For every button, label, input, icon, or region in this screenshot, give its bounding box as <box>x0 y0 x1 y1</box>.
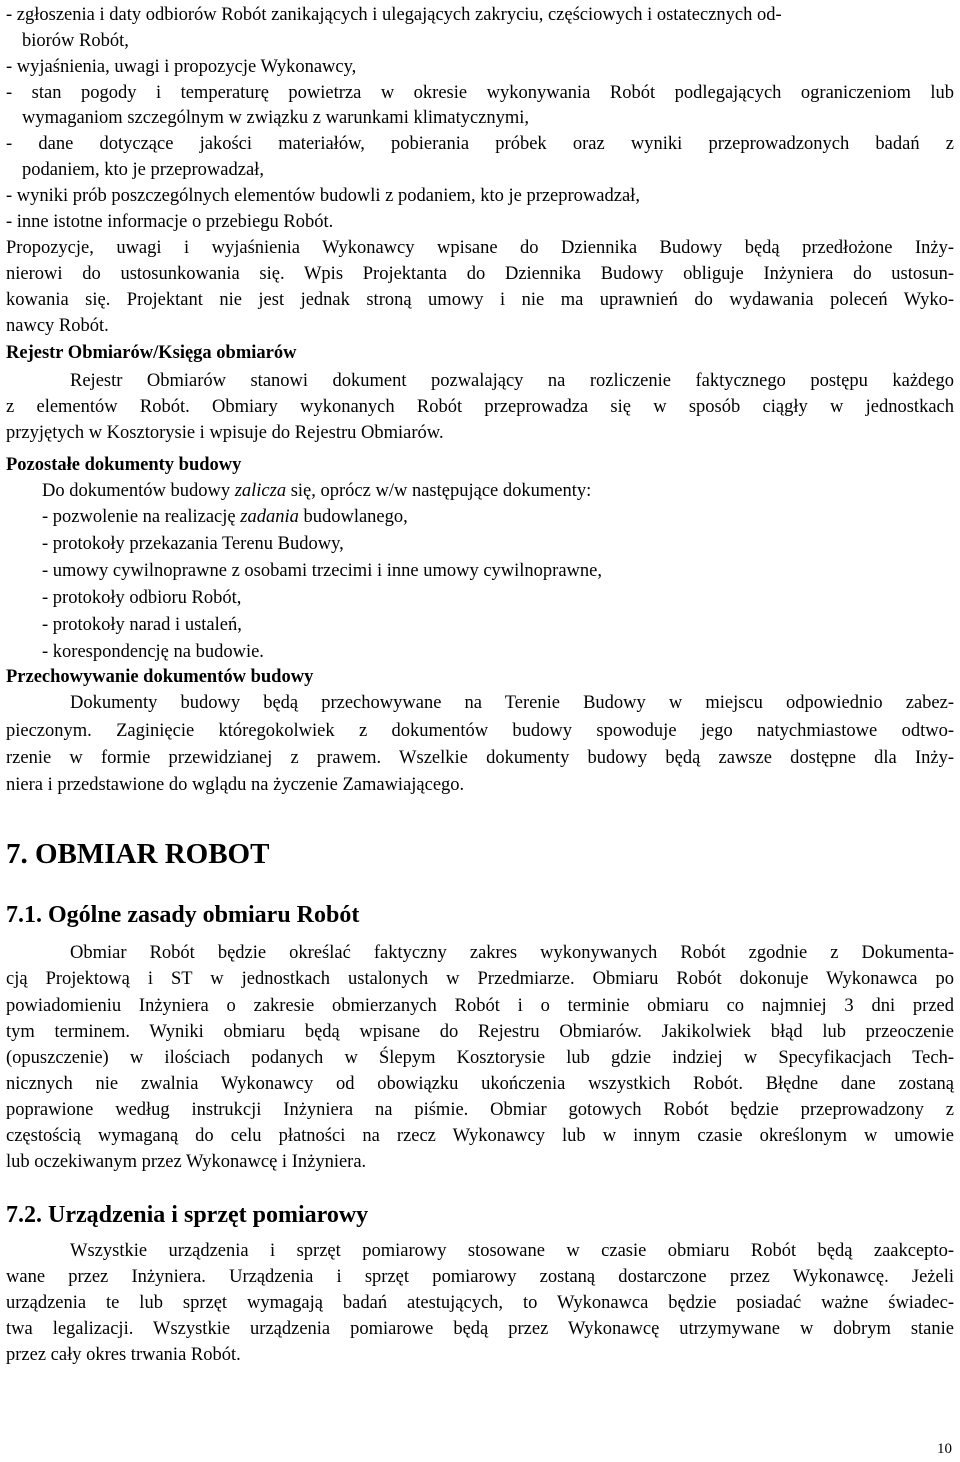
paragraph-line: Rejestr Obmiarów stanowi dokument pozwalający na rozliczenie faktycznego postępu każdego <box>70 371 954 391</box>
list-item: - protokoły narad i ustaleń, <box>42 615 242 635</box>
list-item: - zgłoszenia i daty odbiorów Robót zanikających i ulegających zakryciu, częściowych i ostatecznych od- <box>6 5 782 25</box>
paragraph-line: niera i przedstawione do wglądu na życzenie Zamawiającego. <box>6 775 465 795</box>
paragraph-line <box>42 478 591 504</box>
paragraph-line: rzenie w formie przewidzianej z prawem. Wszelkie dokumenty budowy będą zawsze dostępne dla Inży- <box>6 748 954 768</box>
section-heading: Przechowywanie dokumentów budowy <box>6 667 314 687</box>
subsection-heading: 7.2. Urządzenia i sprzęt pomiarowy <box>6 1202 369 1228</box>
paragraph-line: Propozycje, uwagi i wyjaśnienia Wykonawcy wpisane do Dziennika Budowy będą przedłożone Inży- <box>6 238 954 258</box>
list-item-continuation: podaniem, kto je przeprowadzał, <box>22 160 264 180</box>
paragraph-line: pieczonym. Zaginięcie któregokolwiek z dokumentów budowy spowoduje jego natychmiastowe odtwo- <box>6 721 954 741</box>
paragraph-line: Dokumenty budowy będą przechowywane na Terenie Budowy w miejscu odpowiednio zabez- <box>70 693 954 713</box>
paragraph-line: poprawione według instrukcji Inżyniera na piśmie. Obmiar gotowych Robót będzie przeprowadzony z <box>6 1100 954 1120</box>
list-item: - dane dotyczące jakości materiałów, pobierania próbek oraz wyniki przeprowadzonych badań z <box>6 134 954 154</box>
list-item: - wyniki prób poszczególnych elementów budowli z podaniem, kto je przeprowadzał, <box>6 186 640 206</box>
paragraph-line: Obmiar Robót będzie określać faktyczny zakres wykonywanych Robót zgodnie z Dokumenta- <box>70 943 954 963</box>
list-item: - protokoły odbioru Robót, <box>42 588 242 608</box>
paragraph-line: nicznych nie zwalnia Wykonawcy od obowiązku ukończenia wszystkich Robót. Błędne dane zostaną <box>6 1074 954 1094</box>
section-heading: Rejestr Obmiarów/Księga obmiarów <box>6 343 297 363</box>
text-span: - pozwolenie na realizację <box>42 507 241 527</box>
paragraph-line: (opuszczenie) w ilościach podanych w Ślepym Kosztorysie lub gdzie indziej w Specyfikacjach Tech- <box>6 1048 954 1068</box>
paragraph-line: cją Projektową i ST w jednostkach ustalonych w Przedmiarze. Obmiaru Robót dokonuje Wykonawca po <box>6 969 954 989</box>
text-span: się, oprócz w/w następujące dokumenty: <box>286 481 592 501</box>
list-item-continuation: wymaganiom szczególnym w związku z warunkami klimatycznymi, <box>22 108 530 128</box>
page-number: 10 <box>937 1441 952 1457</box>
list-item: - umowy cywilnoprawne z osobami trzecimi i inne umowy cywilnoprawne, <box>42 561 602 581</box>
paragraph-line: powiadomieniu Inżyniera o zakresie obmierzanych Robót i o terminie obmiaru co najmniej 3 dni przed <box>6 996 954 1016</box>
list-item <box>42 504 408 530</box>
paragraph-line: kowania się. Projektant nie jest jednak stroną umowy i nie ma uprawnień do wydawania poleceń Wyko- <box>6 290 954 310</box>
italic-text: zalicza <box>234 481 287 501</box>
italic-text: zadania <box>240 507 299 527</box>
paragraph-line: nierowi do ustosunkowania się. Wpis Projektanta do Dziennika Budowy obliguje Inżyniera do ustosun- <box>6 264 954 284</box>
paragraph-line: częstością wymaganą do celu płatności na rzecz Wykonawcy lub w innym czasie określonym w umowie <box>6 1126 954 1146</box>
paragraph-line: przez cały okres trwania Robót. <box>6 1345 241 1365</box>
paragraph-line: twa legalizacji. Wszystkie urządzenia pomiarowe będą przez Wykonawcę utrzymywane w dobrym stanie <box>6 1319 954 1339</box>
list-item-continuation: biorów Robót, <box>22 31 129 51</box>
chapter-heading: 7. OBMIAR ROBOT <box>6 838 270 870</box>
list-item: - stan pogody i temperaturę powietrza w okresie wykonywania Robót podlegających ograniczeniom lub <box>6 83 954 103</box>
section-heading: Pozostałe dokumenty budowy <box>6 455 242 475</box>
text-span: budowlanego, <box>298 507 408 527</box>
paragraph-line: lub oczekiwanym przez Wykonawcę i Inżyniera. <box>6 1152 367 1172</box>
subsection-heading: 7.1. Ogólne zasady obmiaru Robót <box>6 902 360 928</box>
paragraph-line: z elementów Robót. Obmiary wykonanych Robót przeprowadza się w sposób ciągły w jednostkach <box>6 397 954 417</box>
paragraph-line: tym terminem. Wyniki obmiaru będą wpisane do Rejestru Obmiarów. Jakikolwiek błąd lub przeoczenie <box>6 1022 954 1042</box>
paragraph-line: urządzenia te lub sprzęt wymagają badań atestujących, to Wykonawca będzie posiadać ważne świadec- <box>6 1293 954 1313</box>
text-span: Do dokumentów budowy <box>42 481 235 501</box>
paragraph-line: nawcy Robót. <box>6 316 109 336</box>
list-item: - protokoły przekazania Terenu Budowy, <box>42 534 344 554</box>
list-item: - wyjaśnienia, uwagi i propozycje Wykonawcy, <box>6 57 357 77</box>
paragraph-line: wane przez Inżyniera. Urządzenia i sprzęt pomiarowy zostaną dostarczone przez Wykonawcę. Jeżeli <box>6 1267 954 1287</box>
list-item: - inne istotne informacje o przebiegu Robót. <box>6 212 334 232</box>
paragraph-line: Wszystkie urządzenia i sprzęt pomiarowy stosowane w czasie obmiaru Robót będą zaakcepto- <box>70 1241 954 1261</box>
list-item: - korespondencję na budowie. <box>42 642 264 662</box>
paragraph-line: przyjętych w Kosztorysie i wpisuje do Rejestru Obmiarów. <box>6 423 444 443</box>
